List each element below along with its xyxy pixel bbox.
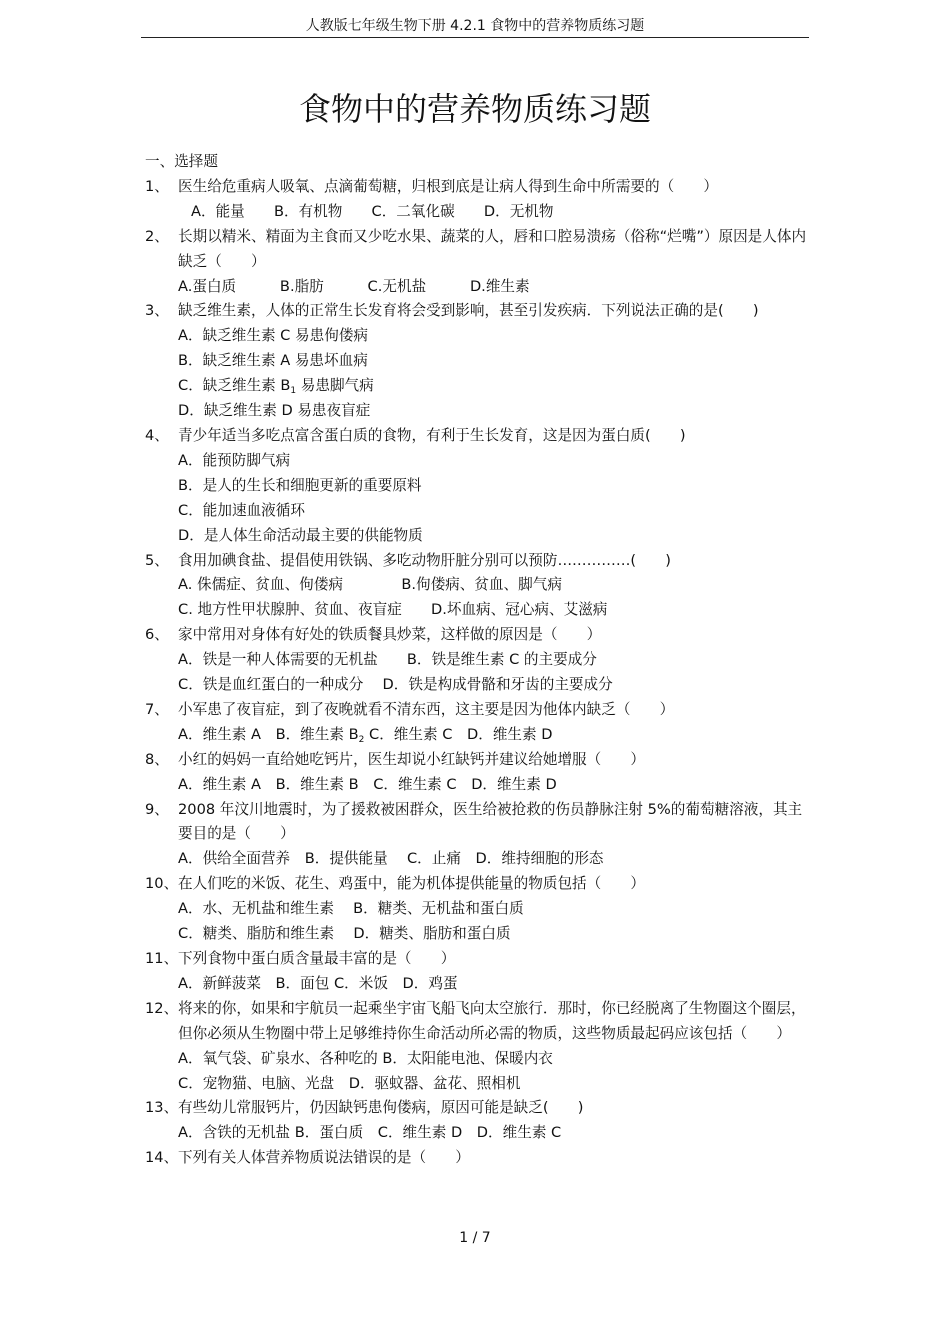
question-text: 青少年适当多吃点富含蛋白质的食物，有利于生长发育，这是因为蛋白质( ) bbox=[178, 426, 686, 444]
option-line: B．是人的生长和细胞更新的重要原料 bbox=[178, 476, 422, 494]
question-number: 5、 bbox=[145, 551, 169, 569]
question-text: 将来的你，如果和宇航员一起乘坐宇宙飞船飞向太空旅行．那时，你已经脱离了生物圈这个圈层，但你必须从生物圈中带上足够维持你生命活动所必需的物质，这些物质最起码应该包括（ ） bbox=[178, 999, 806, 1042]
option-line: C. 地方性甲状腺肿、贫血、夜盲症 D.坏血病、冠心病、艾滋病 bbox=[178, 601, 608, 619]
option-line: C．宠物猫、电脑、光盘 D．驱蚊器、盆花、照相机 bbox=[178, 1074, 521, 1092]
option-line: A. 侏儒症、贫血、佝偻病 B.佝偻病、贫血、脚气病 bbox=[178, 576, 562, 594]
question-text: 2008 年汶川地震时，为了援救被困群众，医生给被抢救的伤员静脉注射 5%的葡萄糖溶液，其主要目的是（ ） bbox=[178, 800, 803, 843]
option-line: D．缺乏维生素 D 易患夜盲症 bbox=[178, 402, 371, 420]
option-line: A．水、无机盐和维生素 B．糖类、无机盐和蛋白质 bbox=[178, 900, 524, 918]
question-text: 下列有关人体营养物质说法错误的是（ ） bbox=[178, 1149, 470, 1167]
option-line-subscript: A．维生素 A B．维生素 $B_2$ C．维生素 C D．维生素 D bbox=[178, 725, 553, 745]
question-12 bbox=[145, 997, 809, 1047]
question-9 bbox=[145, 798, 809, 848]
section-heading: 一、选择题 bbox=[145, 153, 218, 170]
question-number: 14、 bbox=[145, 1149, 179, 1167]
question-text: 缺乏维生素，人体的正常生长发育将会受到影响，甚至引发疾病．下列说法正确的是( ) bbox=[178, 302, 759, 320]
option-line: A．铁是一种人体需要的无机盐 B．铁是维生素 C 的主要成分 bbox=[178, 651, 597, 669]
option-line: A．含铁的无机盐 B．蛋白质 C．维生素 D D．维生素 C bbox=[178, 1124, 562, 1142]
page-number: 1 / 7 bbox=[459, 1230, 491, 1246]
question-2 bbox=[145, 225, 809, 275]
option-line: C．糖类、脂肪和维生素 D．糖类、脂肪和蛋白质 bbox=[178, 925, 511, 943]
option-line: B．缺乏维生素 A 易患坏血病 bbox=[178, 352, 368, 370]
option-line: A．能量 B．有机物 C．二氧化碳 D．无机物 bbox=[191, 202, 554, 220]
question-14 bbox=[145, 1146, 809, 1171]
option-line: A．供给全面营养 B．提供能量 C．止痛 D．维持细胞的形态 bbox=[178, 850, 604, 868]
option-line: A．新鲜菠菜 B．面包 C．米饭 D．鸡蛋 bbox=[178, 974, 458, 992]
option-line: A．维生素 A B．维生素 B C．维生素 C D．维生素 D bbox=[178, 775, 557, 793]
question-number: 7、 bbox=[145, 700, 169, 718]
question-text: 小红的妈妈一直给她吃钙片，医生却说小红缺钙并建议给她增服（ ） bbox=[178, 750, 646, 768]
option-line-subscript: C．缺乏维生素 $B_1$ 易患脚气病 bbox=[178, 377, 374, 397]
question-text: 食用加碘食盐、提倡使用铁锅、多吃动物肝脏分别可以预防……………( ) bbox=[178, 551, 671, 569]
page-header: 人教版七年级生物下册 4.2.1 食物中的营养物质练习题 bbox=[305, 18, 645, 34]
question-number: 3、 bbox=[145, 302, 169, 320]
option-line: C．铁是血红蛋白的一种成分 D．铁是构成骨骼和牙齿的主要成分 bbox=[178, 676, 613, 694]
question-text: 医生给危重病人吸氧、点滴葡萄糖，归根到底是让病人得到生命中所需要的（ ） bbox=[178, 177, 718, 195]
question-8 bbox=[145, 748, 809, 773]
question-number: 12、 bbox=[145, 999, 179, 1017]
question-10 bbox=[145, 872, 809, 897]
question-list bbox=[145, 150, 809, 1171]
question-text: 在人们吃的米饭、花生、鸡蛋中，能为机体提供能量的物质包括（ ） bbox=[178, 875, 646, 893]
question-text: 下列食物中蛋白质含量最丰富的是（ ） bbox=[178, 950, 456, 967]
question-13 bbox=[145, 1096, 809, 1121]
question-text: 小军患了夜盲症，到了夜晚就看不清东西，这主要是因为他体内缺乏（ ） bbox=[178, 700, 675, 718]
question-number: 2、 bbox=[145, 227, 169, 245]
option-line: A．能预防脚气病 bbox=[178, 451, 291, 469]
question-number: 1、 bbox=[145, 177, 169, 195]
question-text: 长期以精米、精面为主食而又少吃水果、蔬菜的人，唇和口腔易溃疡（俗称“烂嘴”）原因是人体内缺乏（ ） bbox=[178, 227, 807, 270]
question-number: 11、 bbox=[145, 950, 179, 967]
question-3 bbox=[145, 299, 809, 324]
question-number: 4、 bbox=[145, 426, 169, 444]
page-title: 食物中的营养物质练习题 bbox=[298, 90, 651, 128]
question-number: 13、 bbox=[145, 1099, 179, 1117]
question-number: 6、 bbox=[145, 626, 169, 644]
question-7 bbox=[145, 698, 809, 723]
header-divider bbox=[141, 37, 809, 38]
question-text: 家中常用对身体有好处的铁质餐具炒菜，这样做的原因是（ ） bbox=[178, 626, 602, 644]
question-number: 9、 bbox=[145, 800, 169, 818]
question-6 bbox=[145, 623, 809, 648]
question-4 bbox=[145, 424, 809, 449]
question-1 bbox=[145, 175, 809, 200]
option-line: D．是人体生命活动最主要的供能物质 bbox=[178, 526, 423, 544]
question-text: 有些幼儿常服钙片，仍因缺钙患佝偻病，原因可能是缺乏( ) bbox=[178, 1099, 584, 1117]
option-line: C．能加速血液循环 bbox=[178, 501, 305, 519]
question-number: 10、 bbox=[145, 875, 179, 893]
option-line: A.蛋白质 B.脂肪 C.无机盐 D.维生素 bbox=[178, 277, 530, 295]
question-number: 8、 bbox=[145, 750, 169, 768]
question-5 bbox=[145, 549, 809, 574]
option-line: A．缺乏维生素 C 易患佝偻病 bbox=[178, 327, 368, 345]
option-line: A．氧气袋、矿泉水、各种吃的 B．太阳能电池、保暖内衣 bbox=[178, 1049, 553, 1067]
question-11 bbox=[145, 947, 809, 972]
